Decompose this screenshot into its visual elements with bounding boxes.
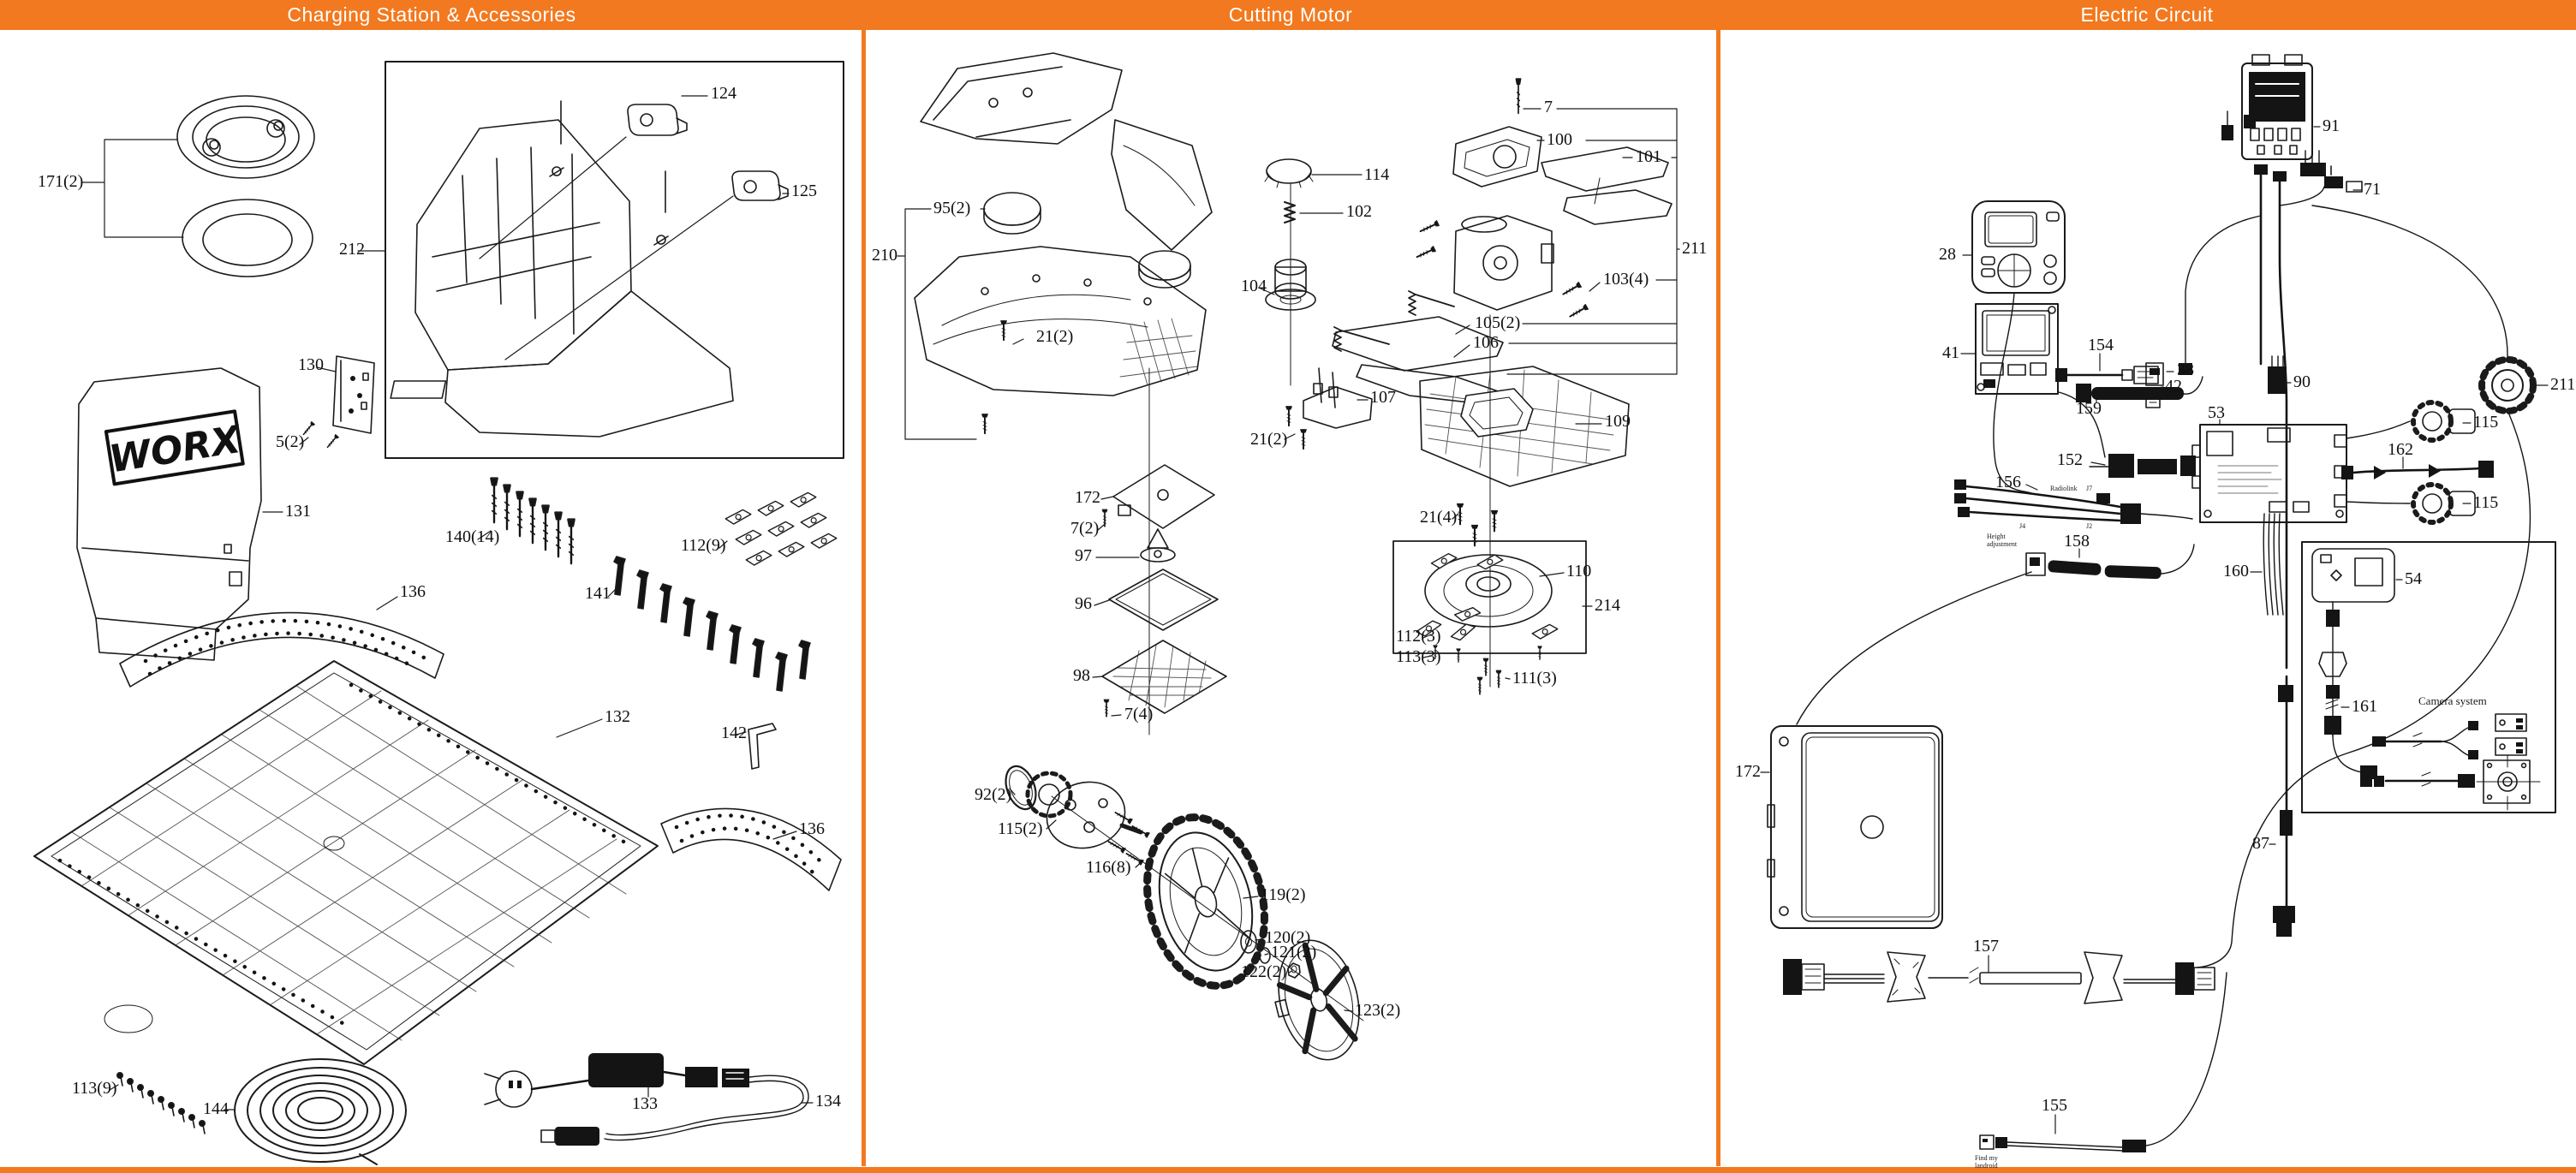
lift-sensor-cable — [2026, 545, 2194, 579]
part-label-106: 106 — [1473, 333, 1499, 353]
power-supply — [485, 1053, 749, 1107]
part-label-110: 110 — [1566, 562, 1592, 581]
part-label-1133: 113(3) — [1396, 647, 1441, 667]
part-label-87: 87 — [2252, 834, 2269, 854]
blade-deck — [1420, 366, 1629, 486]
cutting-motor-assembly — [1333, 79, 1672, 406]
part-label-38: 38 — [2177, 360, 2194, 380]
part-label-210: 210 — [872, 246, 897, 265]
part-label-42: 42 — [2165, 377, 2182, 396]
spare-blades — [724, 491, 838, 567]
ramp-lower — [661, 808, 841, 890]
cover-sensor — [2055, 366, 2158, 384]
part-label-125: 125 — [791, 182, 817, 201]
annotation: J7 — [2086, 485, 2093, 492]
ramp-upper — [120, 613, 444, 687]
part-label-124: 124 — [711, 84, 736, 104]
part-label-107: 107 — [1370, 388, 1396, 408]
chassis — [915, 247, 1206, 396]
part-label-14014: 140(14) — [445, 527, 500, 547]
worx-logo: WORX — [106, 418, 244, 482]
part-label-211: 211 — [2550, 375, 2576, 395]
part-label-91: 91 — [2323, 116, 2340, 136]
part-label-214: 21(4) — [1420, 508, 1458, 527]
part-label-97: 97 — [1075, 546, 1092, 566]
part-label-212: 212 — [339, 240, 365, 259]
boundary-wire-coil — [235, 1059, 406, 1164]
part-label-54: 54 — [2405, 569, 2422, 589]
part-label-101: 101 — [1636, 147, 1661, 167]
part-label-212: 21(2) — [1036, 327, 1074, 347]
drive-wheel-icon — [2482, 360, 2533, 411]
panel-title-cutting: Cutting Motor — [1228, 3, 1353, 26]
part-label-71: 71 — [2364, 180, 2381, 199]
switch-module — [2324, 164, 2362, 192]
part-label-109: 109 — [1605, 412, 1631, 432]
part-label-1168: 116(8) — [1086, 858, 1131, 878]
part-label-53: 53 — [2208, 403, 2225, 423]
motor-shaft-column — [1265, 159, 1315, 385]
leader-lines-p1 — [82, 96, 813, 1114]
harness-156 — [1954, 479, 2192, 524]
annotation: J4 — [2019, 522, 2026, 530]
part-label-154: 154 — [2088, 336, 2114, 355]
part-label-158: 158 — [2064, 532, 2090, 551]
wiring-harness — [1797, 103, 2530, 968]
part-label-1139: 113(9) — [72, 1079, 117, 1099]
lever-bracket — [1303, 368, 1372, 428]
part-label-52: 5(2) — [276, 432, 305, 452]
extension-cable — [1783, 952, 2215, 1003]
part-label-96: 96 — [1075, 594, 1092, 614]
part-label-1222: 122(2) — [1241, 962, 1287, 982]
dock-cable — [541, 1075, 808, 1146]
annotation: Camera system — [2418, 694, 2487, 707]
part-label-1113: 111(3) — [1512, 669, 1557, 688]
part-label-136: 136 — [400, 582, 426, 602]
part-label-212: 21(2) — [1250, 430, 1288, 450]
part-label-144: 144 — [203, 1099, 229, 1119]
part-label-90: 90 — [2293, 372, 2311, 392]
small-pegs — [117, 1073, 205, 1134]
part-label-142: 142 — [721, 723, 747, 743]
base-module — [1768, 726, 1942, 928]
filter-stack — [1102, 465, 1226, 717]
part-label-102: 102 — [1346, 202, 1372, 222]
part-label-115: 115 — [2473, 413, 2499, 432]
annotation: Height adjustment — [1987, 533, 2018, 549]
part-label-115: 115 — [2473, 493, 2499, 513]
part-label-156: 156 — [1995, 473, 2021, 492]
part-label-155: 155 — [2042, 1096, 2067, 1116]
part-label-133: 133 — [632, 1094, 658, 1114]
top-cover — [921, 53, 1122, 144]
part-label-134: 134 — [815, 1092, 841, 1111]
sensor-plate — [333, 356, 374, 433]
part-label-1152: 115(2) — [998, 819, 1043, 839]
door-cover-rings — [177, 96, 314, 277]
part-label-172: 172 — [1735, 762, 1761, 782]
part-label-1123: 112(3) — [1396, 627, 1441, 646]
part-label-72: 7(2) — [1070, 519, 1100, 539]
leader-lines-p2 — [897, 109, 1679, 1011]
part-label-1052: 105(2) — [1475, 313, 1521, 333]
part-label-28: 28 — [1939, 245, 1956, 265]
part-label-922: 92(2) — [975, 785, 1012, 805]
cable-87 — [2273, 676, 2295, 937]
bundle-160 — [2263, 514, 2283, 615]
hex-key — [748, 723, 776, 769]
lawn-pegs — [614, 557, 810, 691]
motor-cable-162 — [2341, 461, 2494, 479]
cutting-motor-drawing — [897, 53, 1679, 1069]
cable-159 — [2076, 377, 2203, 402]
part-label-132: 132 — [605, 707, 630, 727]
part-label-98: 98 — [1073, 666, 1090, 686]
part-label-136: 136 — [799, 819, 825, 839]
part-label-1192: 119(2) — [1261, 885, 1306, 905]
part-label-162: 162 — [2388, 440, 2413, 460]
part-label-159: 159 — [2076, 399, 2102, 419]
wheel-motor-left — [2413, 402, 2475, 440]
part-label-130: 130 — [298, 355, 324, 375]
findmy-cable — [1980, 973, 2227, 1152]
part-label-100: 100 — [1547, 130, 1572, 150]
keypad — [1972, 201, 2065, 293]
electric-circuit-drawing — [1761, 55, 2555, 1152]
part-label-141: 141 — [585, 584, 611, 604]
part-label-74: 7(4) — [1124, 705, 1154, 724]
panel-title-electric: Electric Circuit — [2080, 3, 2214, 26]
part-label-157: 157 — [1973, 937, 1999, 956]
part-label-104: 104 — [1241, 277, 1267, 296]
part-label-1202: 120(2) — [1265, 928, 1311, 948]
panel-title-charging: Charging Station & Accessories — [287, 3, 576, 26]
base-plate — [34, 661, 658, 1064]
wheel-drive — [1000, 762, 1371, 1069]
part-label-952: 95(2) — [933, 199, 971, 218]
part-label-131: 131 — [285, 502, 311, 521]
part-label-152: 152 — [2057, 450, 2083, 470]
mudguard — [1112, 120, 1212, 250]
charging-station-drawing — [34, 62, 844, 1164]
annotation: Find my landroid — [1975, 1154, 1998, 1170]
part-label-114: 114 — [1364, 165, 1390, 185]
display-pcb — [1976, 304, 2058, 394]
part-label-161: 161 — [2352, 697, 2377, 717]
part-label-1129: 112(9) — [681, 536, 726, 556]
screw-strip — [491, 479, 575, 563]
part-label-1212: 121(2) — [1271, 943, 1317, 962]
connector-90 — [2268, 356, 2287, 394]
dock-inset-box — [385, 62, 844, 458]
part-label-172: 172 — [1075, 488, 1100, 508]
battery — [2242, 55, 2312, 159]
part-label-1712: 171(2) — [38, 172, 84, 192]
annotation: J2 — [2086, 522, 2093, 530]
part-label-214: 214 — [1595, 596, 1620, 616]
part-label-1232: 123(2) — [1355, 1001, 1401, 1021]
part-label-1034: 103(4) — [1603, 270, 1649, 289]
part-label-211: 211 — [1682, 239, 1708, 259]
camera-system-box — [2302, 542, 2555, 813]
part-label-41: 41 — [1942, 343, 1959, 363]
annotation: Radiolink — [2050, 485, 2078, 492]
part-label-7: 7 — [1544, 98, 1553, 117]
part-label-160: 160 — [2223, 562, 2249, 581]
charging-station-cover — [77, 368, 261, 660]
